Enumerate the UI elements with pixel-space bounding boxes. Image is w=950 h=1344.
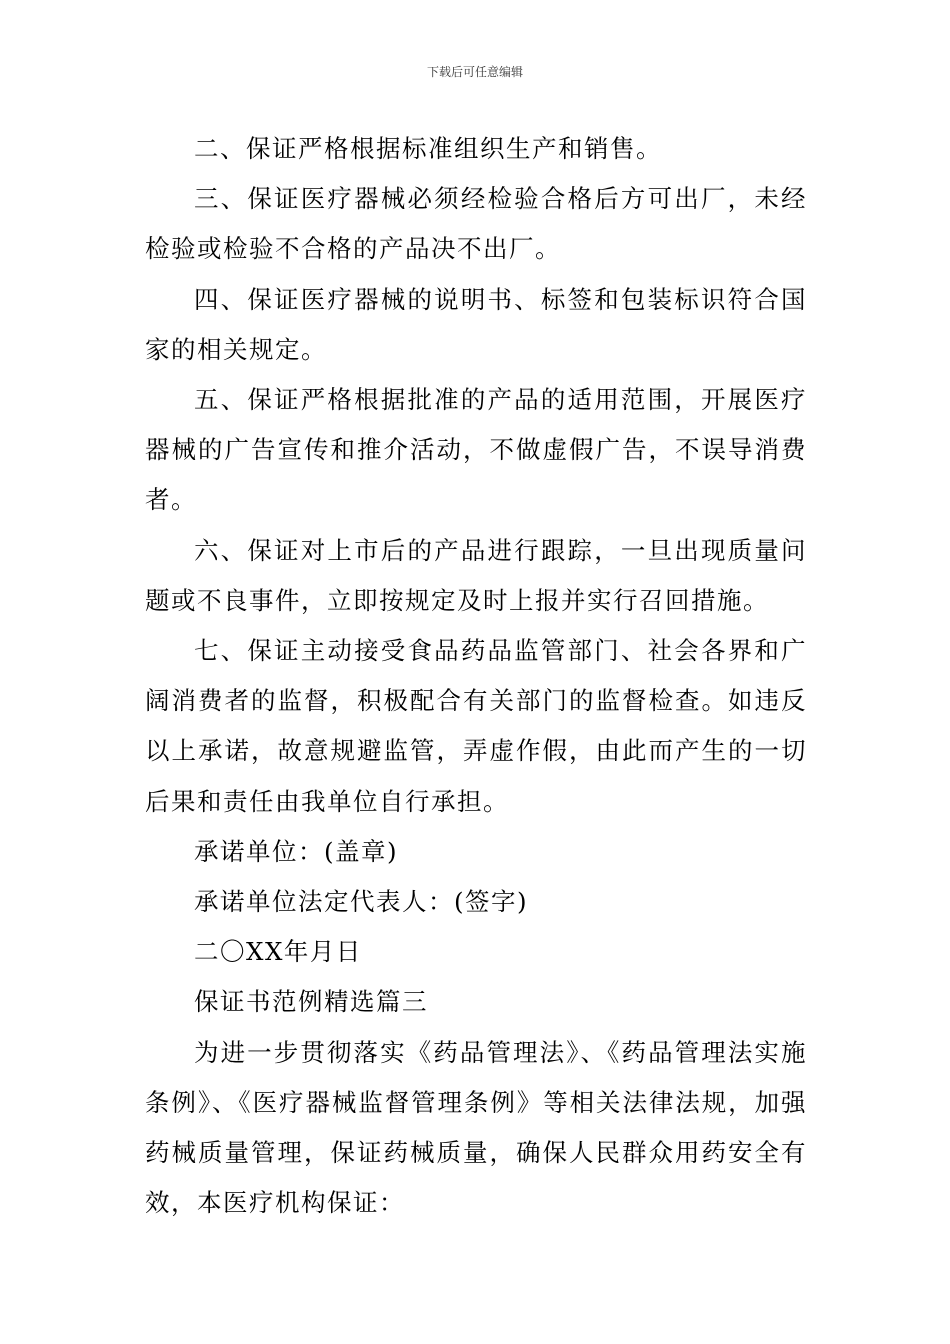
paragraph-item-3: 三、保证医疗器械必须经检验合格后方可出厂，未经检验或检验不合格的产品决不出厂。 (145, 184, 807, 264)
intro-paragraph: 为进一步贯彻落实《药品管理法》、《药品管理法实施条例》、《医疗器械监督管理条例》等相关法律法规，加强药械质量管理，保证药械质量，确保人民群众用药安全有效，本医疗机构保证： (145, 1037, 807, 1218)
paragraph-item-6: 六、保证对上市后的产品进行跟踪，一旦出现质量问题或不良事件，立即按规定及时上报并实行召回措施。 (145, 535, 807, 615)
paragraph-item-7: 七、保证主动接受食品药品监管部门、社会各界和广阔消费者的监督，积极配合有关部门的监督检查。如违反以上承诺，故意规避监管，弄虚作假，由此而产生的一切后果和责任由我单位自行承担。 (145, 636, 807, 816)
paragraph-item-2: 二、保证严格根据标准组织生产和销售。 (194, 134, 662, 163)
pledge-unit-seal-line: 承诺单位：(盖章) (194, 836, 399, 866)
legal-representative-signature-line: 承诺单位法定代表人：(签字) (194, 887, 529, 917)
document-body (145, 124, 807, 1228)
date-line: 二〇XX年月日 (194, 937, 362, 967)
paragraph-item-5: 五、保证严格根据批准的产品的适用范围，开展医疗器械的广告宣传和推介活动，不做虚假广告，不误导消费者。 (145, 385, 807, 515)
paragraph-item-4: 四、保证医疗器械的说明书、标签和包装标识符合国家的相关规定。 (145, 284, 807, 364)
section-title: 保证书范例精选篇三 (194, 987, 428, 1017)
page-header-note: 下载后可任意编辑 (426, 65, 523, 79)
